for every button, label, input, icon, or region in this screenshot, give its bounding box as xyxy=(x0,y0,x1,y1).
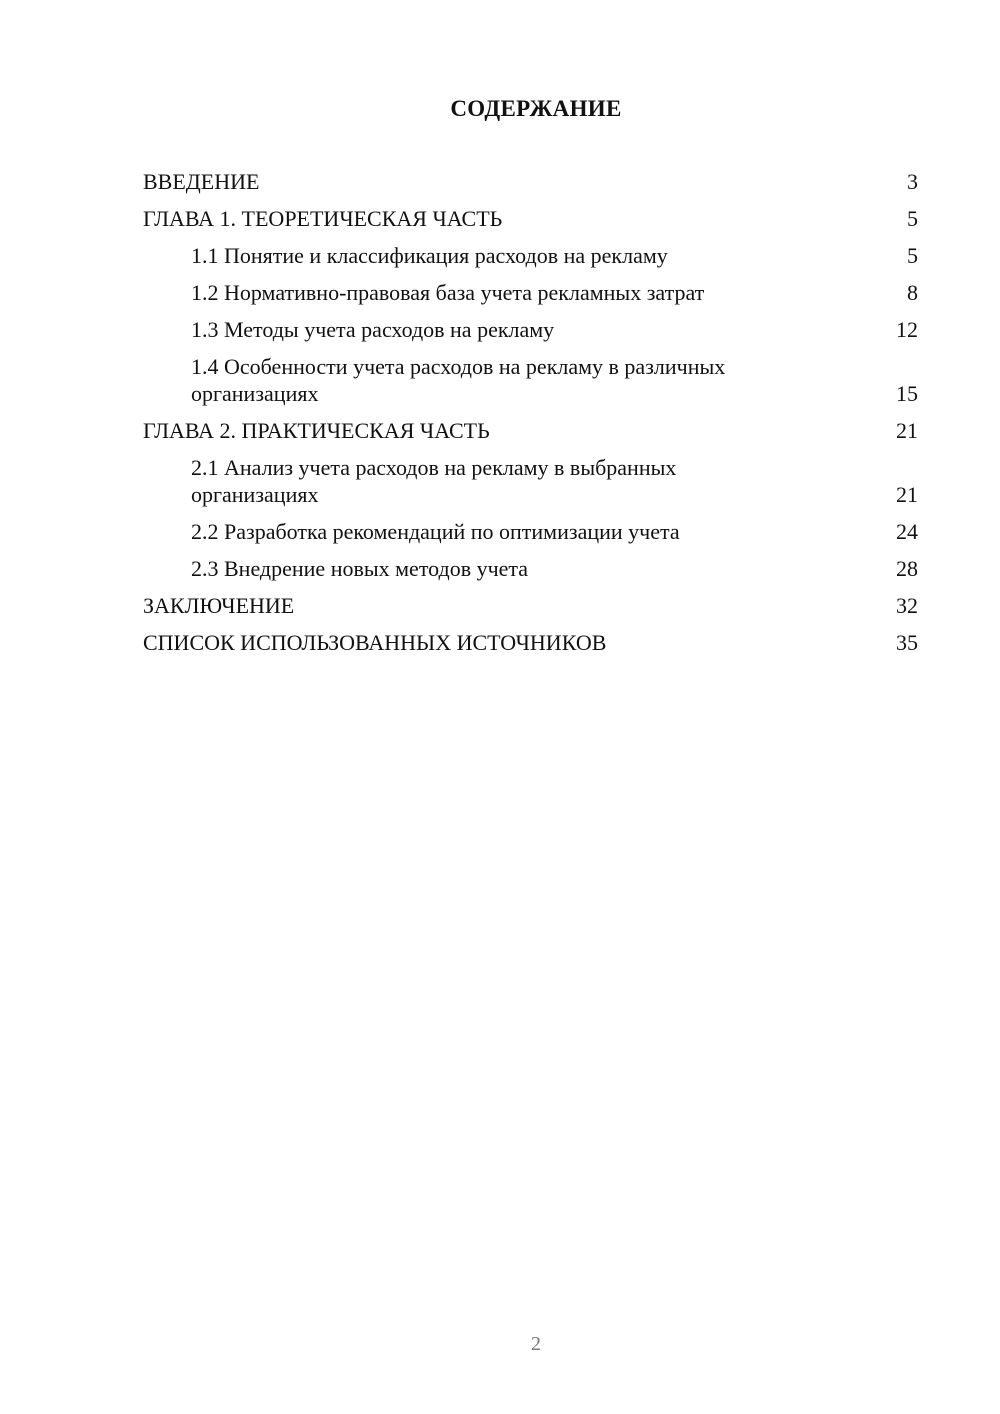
table-of-contents xyxy=(143,168,918,666)
page-number: 2 xyxy=(531,1333,541,1355)
toc-entry-page: 35 xyxy=(896,630,918,655)
toc-entry-page: 24 xyxy=(896,519,918,544)
toc-title: СОДЕРЖАНИЕ xyxy=(450,96,622,121)
toc-entry-page: 21 xyxy=(896,418,918,443)
toc-entry-label: 2.2 Разработка рекомендаций по оптимизации учета xyxy=(191,519,680,544)
toc-entry-label: ГЛАВА 1. ТЕОРЕТИЧЕСКАЯ ЧАСТЬ xyxy=(143,206,503,231)
toc-entry[interactable] xyxy=(143,316,918,343)
toc-entry[interactable] xyxy=(143,205,918,232)
toc-entry-page: 28 xyxy=(896,556,918,581)
toc-entry-label: 2.3 Внедрение новых методов учета xyxy=(191,556,529,581)
toc-entry[interactable] xyxy=(143,242,918,269)
toc-entry-page: 12 xyxy=(896,317,918,342)
toc-entry[interactable] xyxy=(143,518,918,545)
toc-entry-page: 5 xyxy=(907,243,918,268)
toc-entry-label: 1.4 Особенности учета расходов на рекламу в различных организациях xyxy=(191,354,726,406)
toc-entry-page: 15 xyxy=(896,381,918,406)
toc-entry-page: 21 xyxy=(896,482,918,507)
toc-entry-page: 5 xyxy=(907,206,918,231)
toc-entry-page: 8 xyxy=(907,280,918,305)
toc-entry-label: 1.1 Понятие и классификация расходов на рекламу xyxy=(191,243,668,268)
toc-entry-label: СПИСОК ИСПОЛЬЗОВАННЫХ ИСТОЧНИКОВ xyxy=(143,630,607,655)
toc-entry-page: 3 xyxy=(907,169,918,194)
toc-entry[interactable] xyxy=(143,592,918,619)
toc-entry[interactable] xyxy=(143,168,918,195)
toc-entry[interactable] xyxy=(143,555,918,582)
toc-entry[interactable] xyxy=(143,454,918,508)
toc-entry-label: ГЛАВА 2. ПРАКТИЧЕСКАЯ ЧАСТЬ xyxy=(143,418,490,443)
toc-entry[interactable] xyxy=(143,279,918,306)
toc-entry-label: ЗАКЛЮЧЕНИЕ xyxy=(143,593,295,618)
toc-entry[interactable] xyxy=(143,629,918,656)
toc-entry-page: 32 xyxy=(896,593,918,618)
toc-entry-label: 1.3 Методы учета расходов на рекламу xyxy=(191,317,555,342)
toc-entry[interactable] xyxy=(143,353,918,407)
toc-entry-label: ВВЕДЕНИЕ xyxy=(143,169,260,194)
toc-entry[interactable] xyxy=(143,417,918,444)
toc-entry-label: 1.2 Нормативно-правовая база учета рекламных затрат xyxy=(191,280,705,305)
toc-entry-label: 2.1 Анализ учета расходов на рекламу в выбранных организациях xyxy=(191,455,677,507)
